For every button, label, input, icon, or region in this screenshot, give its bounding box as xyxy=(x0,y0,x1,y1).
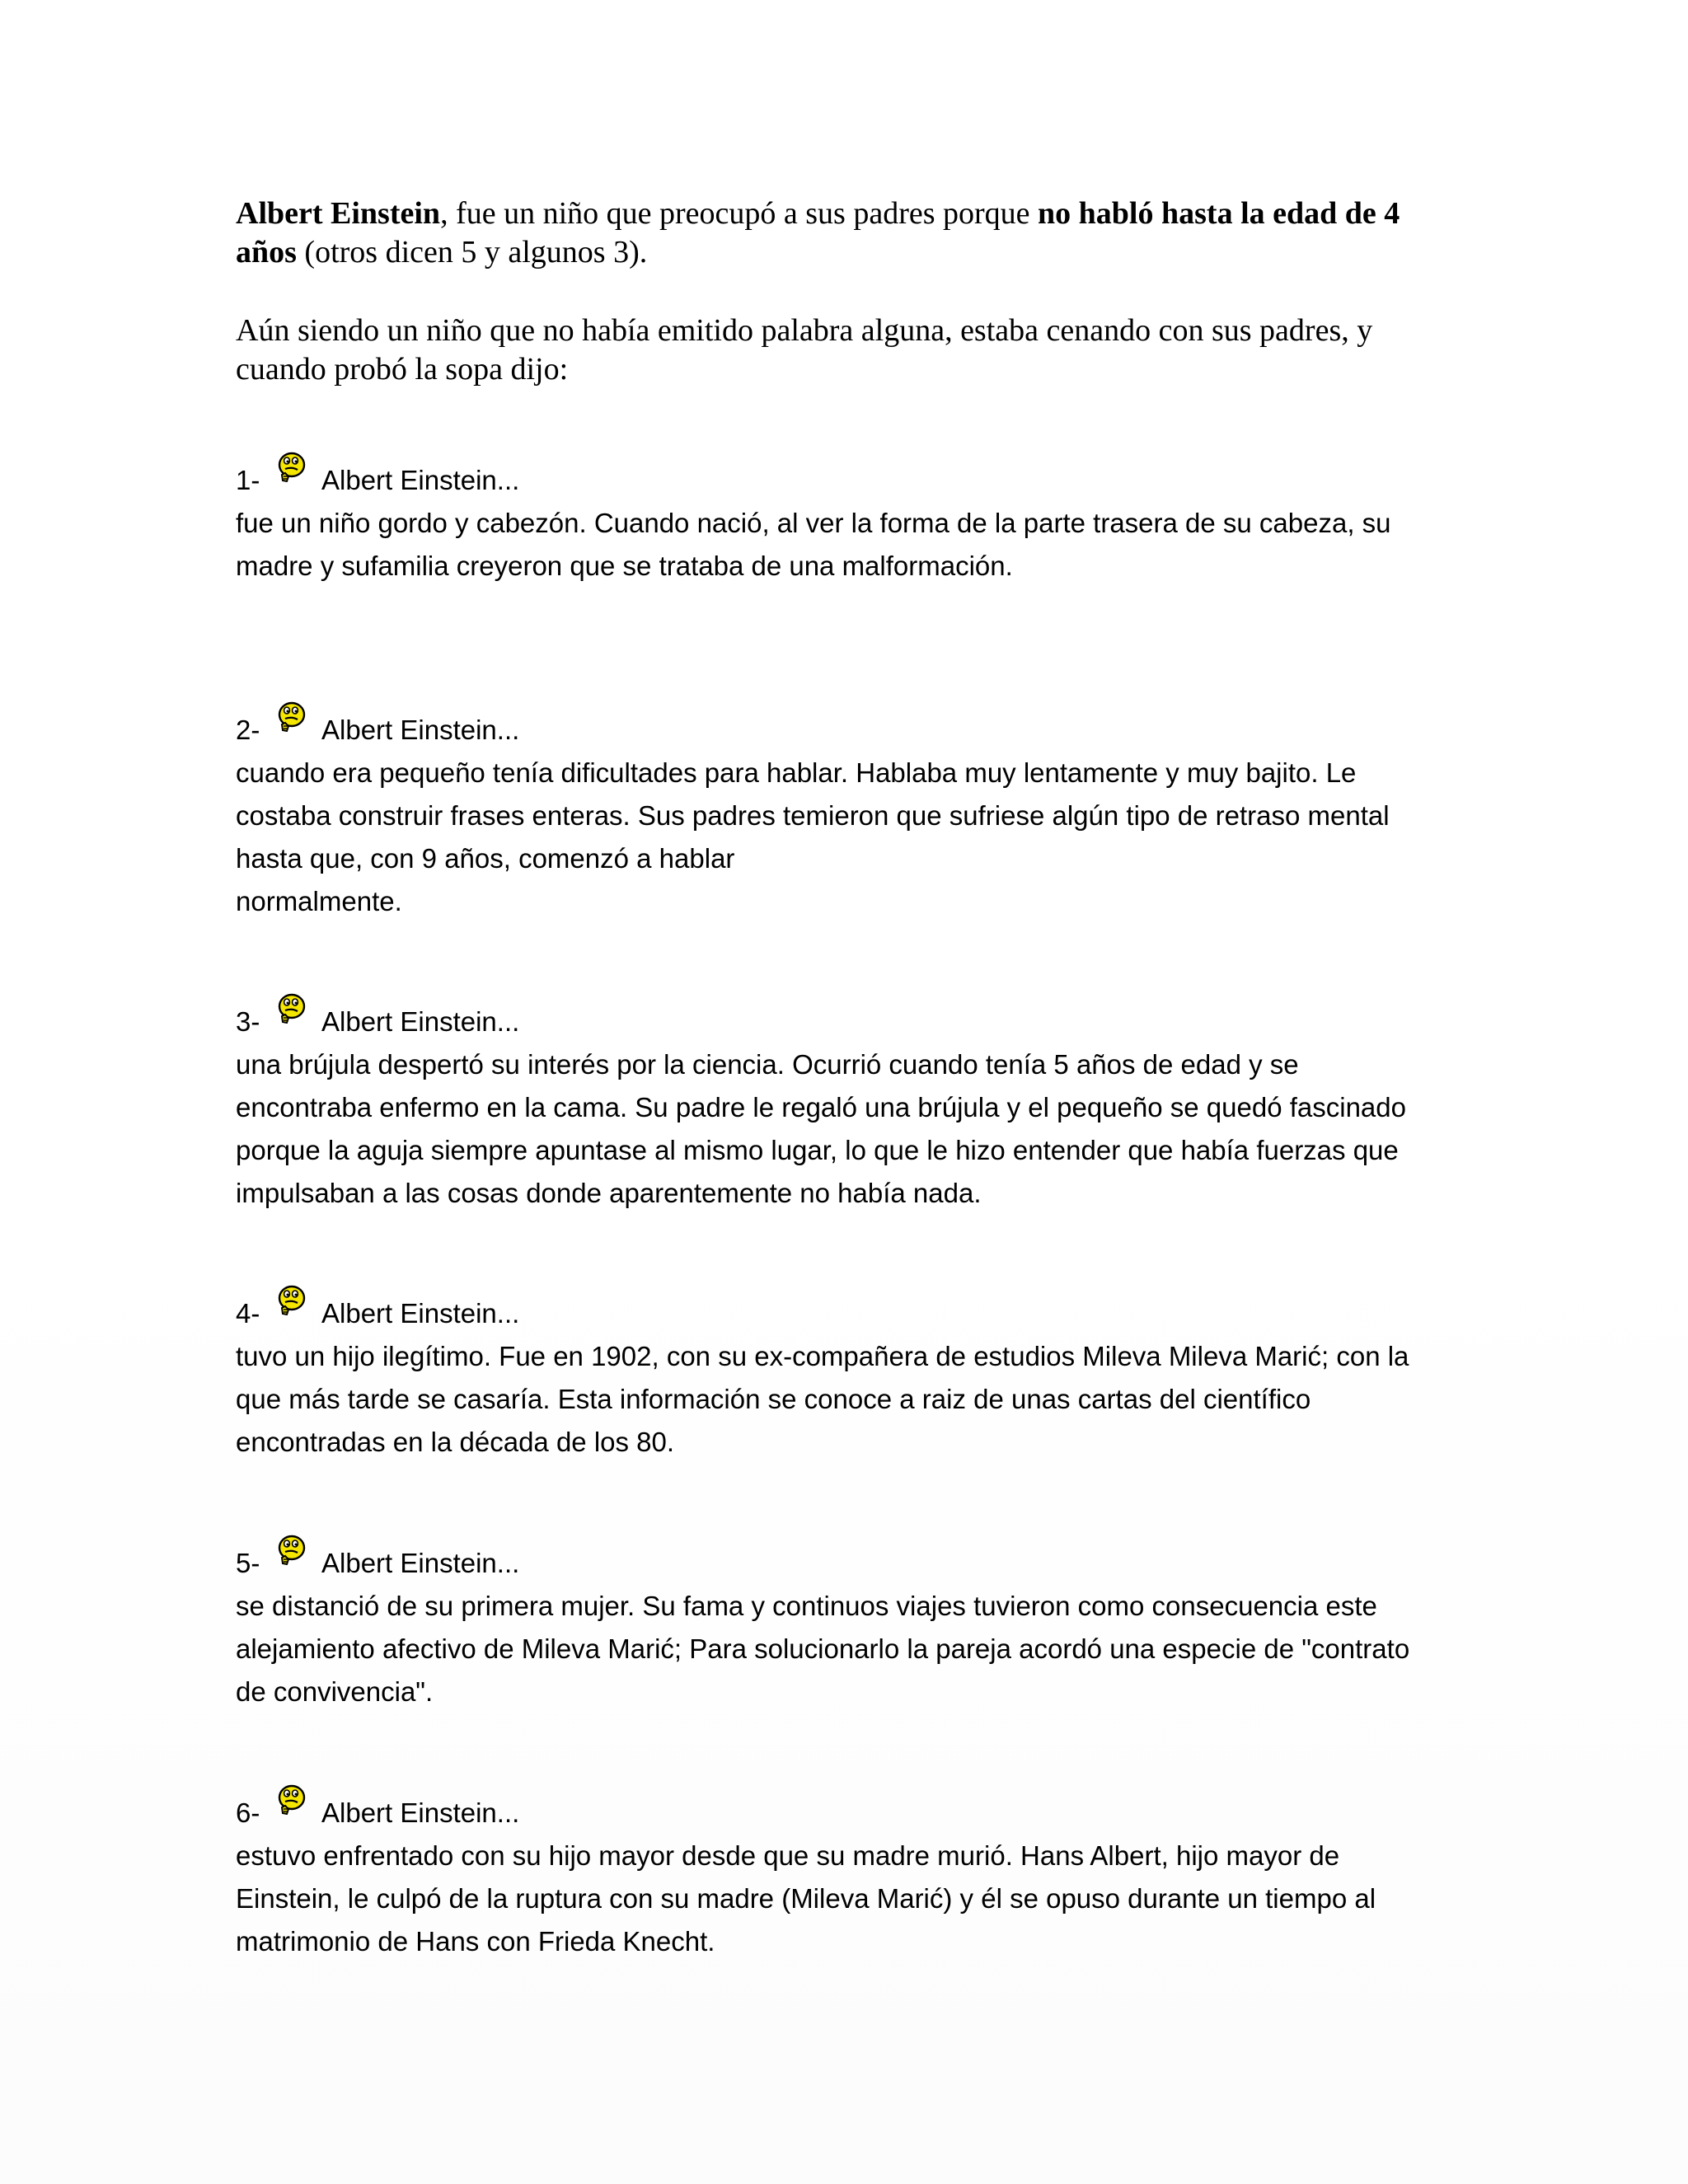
intro-text-2: (otros dicen 5 y algunos 3). xyxy=(296,235,648,269)
fact-title: Albert Einstein... xyxy=(321,1797,520,1828)
intro-text-1: , fue un niño que preocupó a sus padres porque xyxy=(440,196,1039,231)
fact-text: estuvo enfrentado con su hijo mayor desde que su madre murió. Hans Albert, hijo mayor de Einstein, le culpó de la ruptura con su madre (Mileva Marić) y él se opuso durante un tiempo al matrimonio de Hans con Frieda Knecht. xyxy=(236,1840,1376,1957)
fact-item-5 xyxy=(236,1542,1456,1713)
fact-item-3 xyxy=(236,1001,1456,1215)
fact-title: Albert Einstein... xyxy=(321,1298,520,1329)
thinking-smiley-icon xyxy=(275,1284,308,1319)
fact-title: Albert Einstein... xyxy=(321,465,520,495)
thinking-smiley-icon xyxy=(275,1783,308,1818)
fact-heading xyxy=(236,1792,1456,1835)
fact-text: una brújula despertó su interés por la ciencia. Ocurrió cuando tenía 5 años de edad y se encontraba enfermo en la cama. Su padre le regaló una brújula y el pequeño se quedó fascinado porque la aguja siempre apuntase al mismo lugar, lo que le hizo entender que había fuerzas que impulsaban a las cosas donde aparentemente no había nada. xyxy=(236,1049,1406,1208)
thinking-smiley-icon xyxy=(275,701,308,735)
intro-bold-text: no habló hasta la edad de 4 años xyxy=(236,196,1400,269)
fact-number: 2- xyxy=(236,715,260,745)
fact-number: 6- xyxy=(236,1797,260,1828)
fact-title: Albert Einstein... xyxy=(321,1548,520,1578)
fact-number: 5- xyxy=(236,1548,260,1578)
fact-item-4 xyxy=(236,1292,1456,1464)
fact-number: 4- xyxy=(236,1298,260,1329)
fact-heading xyxy=(236,1542,1456,1585)
thinking-smiley-icon xyxy=(275,1534,308,1568)
intro-paragraph-2: Aún siendo un niño que no había emitido palabra alguna, estaba cenando con sus padres, y cuando probó la sopa dijo: xyxy=(236,313,1373,387)
intro-paragraph xyxy=(236,194,1447,272)
thinking-smiley-icon xyxy=(275,992,308,1027)
fact-text: fue un niño gordo y cabezón. Cuando nació, al ver la forma de la parte trasera de su cabeza, su madre y sufamilia creyeron que se trataba de una malformación. xyxy=(236,508,1391,581)
fact-number: 3- xyxy=(236,1006,260,1037)
fact-heading xyxy=(236,1292,1456,1335)
fact-title: Albert Einstein... xyxy=(321,1006,520,1037)
intro-name: Albert Einstein xyxy=(236,196,441,231)
fact-heading xyxy=(236,709,1456,752)
fact-heading xyxy=(236,1001,1456,1043)
fact-item-2 xyxy=(236,709,1456,923)
fact-text: se distanció de su primera mujer. Su fama y continuos viajes tuvieron como consecuencia este alejamiento afectivo de Mileva Marić; Para solucionarlo la pareja acordó una especie de "contrato de convivencia". xyxy=(236,1591,1410,1707)
fact-number: 1- xyxy=(236,465,260,495)
fact-item-6 xyxy=(236,1792,1456,1963)
fact-text: cuando era pequeño tenía dificultades para hablar. Hablaba muy lentamente y muy bajito. Le costaba construir frases enteras. Sus padres temieron que sufriese algún tipo de retraso mental hasta que, con 9 años, comenzó a hablar normalmente. xyxy=(236,757,1390,916)
fact-item-1 xyxy=(236,459,1456,588)
fact-text: tuvo un hijo ilegítimo. Fue en 1902, con su ex-compañera de estudios Mileva Mileva Marić; con la que más tarde se casaría. Esta información se conoce a raiz de unas cartas del científico encontradas en la década de los 80. xyxy=(236,1341,1409,1457)
thinking-smiley-icon xyxy=(275,451,308,485)
fact-title: Albert Einstein... xyxy=(321,715,520,745)
fact-heading xyxy=(236,459,1456,502)
